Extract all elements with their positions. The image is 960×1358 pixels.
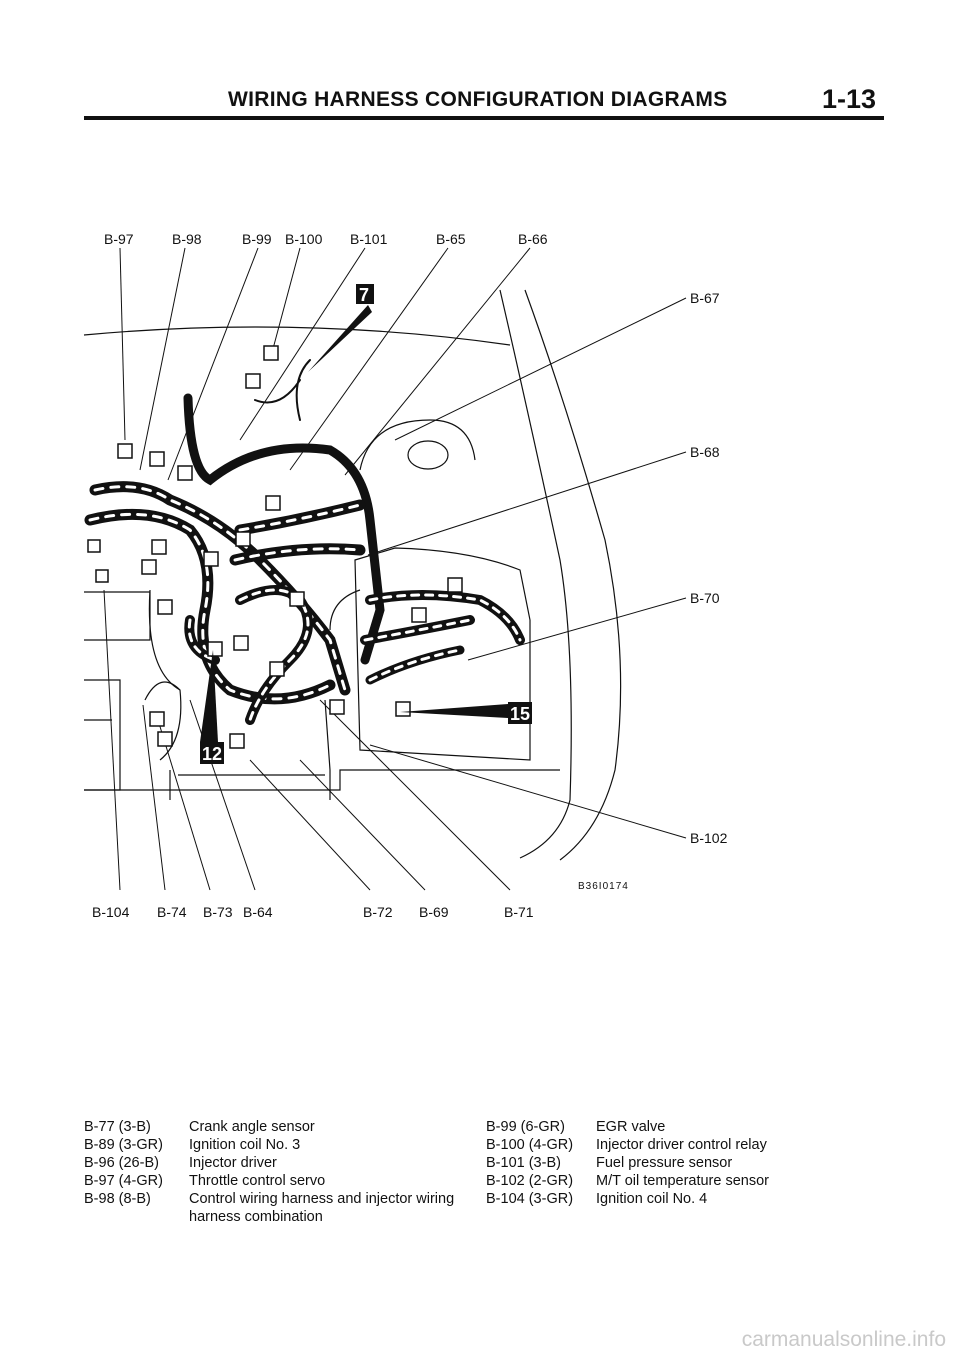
legend-row [84,1190,464,1226]
label-b-102: B-102 [690,830,728,846]
label-b-70: B-70 [690,590,720,606]
label-b-67: B-67 [690,290,720,306]
label-b-104: B-104 [92,904,130,920]
label-b-97: B-97 [104,231,134,247]
badge-12-label: 12 [202,744,223,764]
legend-row [486,1154,816,1172]
label-b-73: B-73 [203,904,233,920]
legend-left [84,1118,464,1226]
legend-desc: M/T oil temperature sensor [596,1173,769,1189]
legend-row [84,1172,464,1190]
label-b-72: B-72 [363,904,393,920]
label-b-69: B-69 [419,904,449,920]
label-b-71: B-71 [504,904,534,920]
leader-lines [104,248,686,890]
label-b-99: B-99 [242,231,272,247]
legend-code: B-97 (4-GR) [84,1173,163,1189]
legend-code: B-104 (3-GR) [486,1191,574,1207]
legend-row [84,1154,464,1172]
legend-row [486,1136,816,1154]
legend-code: B-77 (3-B) [84,1119,151,1135]
label-b-65: B-65 [436,231,466,247]
footer-watermark: carmanualsonline.info [741,1328,946,1351]
label-b-66: B-66 [518,231,548,247]
legend-row [486,1118,816,1136]
label-b-100: B-100 [285,231,323,247]
legend-row [84,1136,464,1154]
legend-right [486,1118,816,1208]
legend-desc: Throttle control servo [189,1173,326,1189]
badge-7-label: 7 [359,285,370,305]
legend-desc: Crank angle sensor [189,1119,315,1135]
body-outlines [84,290,621,860]
page-number: 1-13 [822,84,877,114]
legend-row [486,1172,816,1190]
badge-15-label: 15 [510,704,531,724]
legend-desc: Control wiring harness and injector wiring harness combination [189,1191,455,1225]
label-b-64: B-64 [243,904,273,920]
legend-code: B-102 (2-GR) [486,1173,574,1189]
legend-code: B-101 (3-B) [486,1155,561,1171]
legend-row [84,1118,464,1136]
legend-row [486,1190,816,1208]
legend-desc: Ignition coil No. 4 [596,1191,708,1207]
legend-code: B-100 (4-GR) [486,1137,574,1153]
legend-code: B-96 (26-B) [84,1155,159,1171]
legend-desc: Fuel pressure sensor [596,1155,733,1171]
page-title: WIRING HARNESS CONFIGURATION DIAGRAMS [228,88,728,111]
legend-desc: EGR valve [596,1119,666,1135]
connectors [88,346,462,748]
label-b-101: B-101 [350,231,388,247]
legend-code: B-89 (3-GR) [84,1137,163,1153]
label-b-74: B-74 [157,904,187,920]
legend-code: B-99 (6-GR) [486,1119,565,1135]
figure-code: B36I0174 [578,881,629,892]
label-b-68: B-68 [690,444,720,460]
legend-desc: Injector driver control relay [596,1137,767,1153]
label-b-98: B-98 [172,231,202,247]
legend-desc: Injector driver [189,1155,277,1171]
legend-code: B-98 (8-B) [84,1191,151,1207]
legend-desc: Ignition coil No. 3 [189,1137,301,1153]
